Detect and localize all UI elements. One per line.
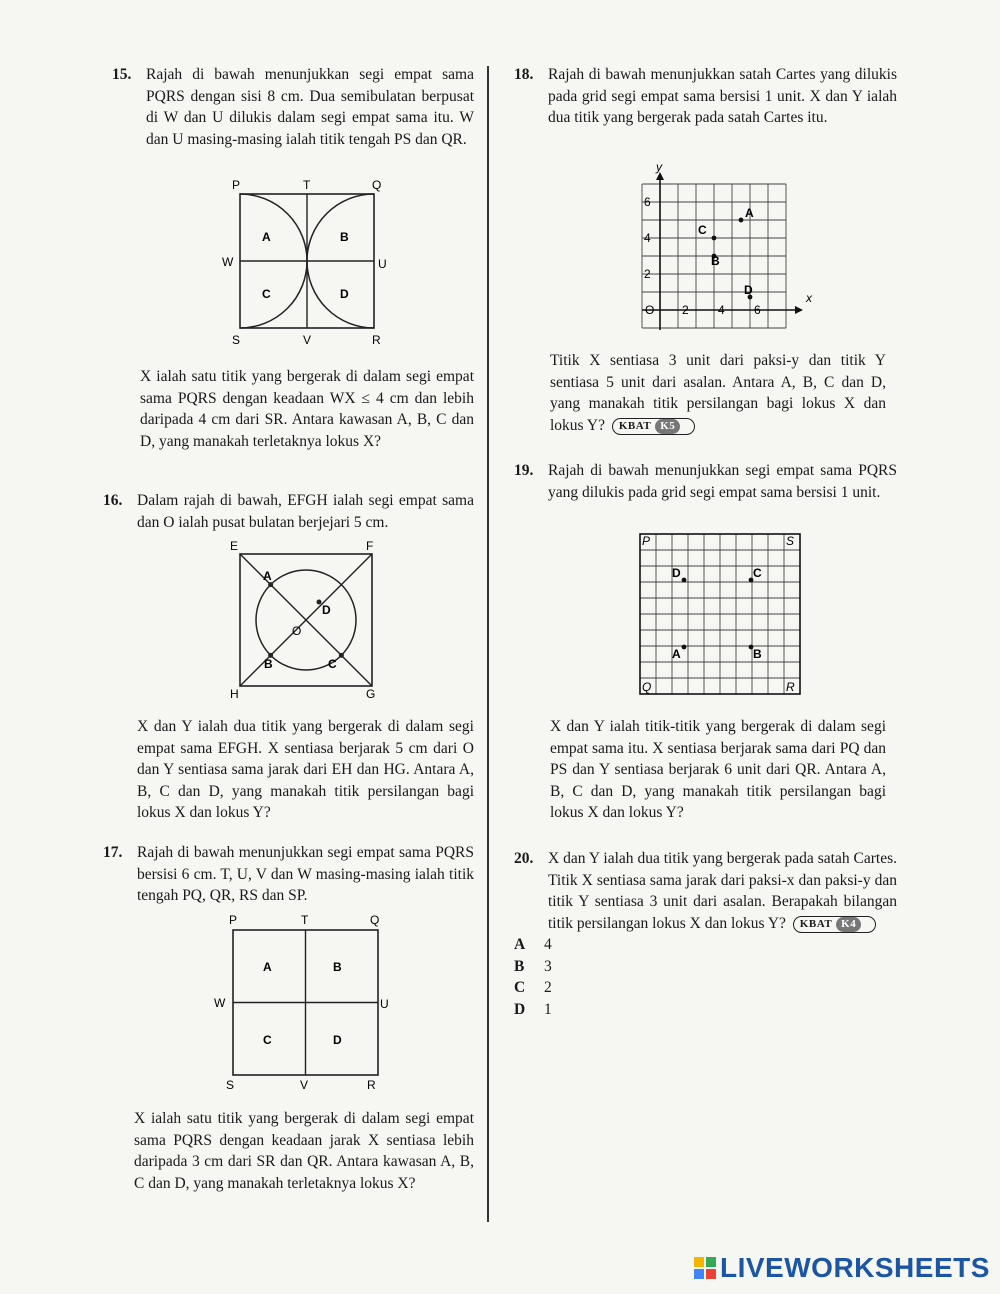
- question-text: Rajah di bawah menunjukkan segi empat sama PQRS yang dilukis pada grid segi empat sama bersisi 1 unit.: [548, 462, 897, 501]
- label-S: S: [226, 1078, 235, 1092]
- question-text: Rajah di bawah menunjukkan segi empat sama PQRS dengan sisi 8 cm. Dua semibulatan berpusat di W dan U dilukis dalam segi empat sama itu. W dan U masing-masing ialah titik tengah PS dan QR.: [146, 66, 474, 148]
- point-B: B: [264, 657, 273, 671]
- label-R: R: [367, 1078, 376, 1092]
- region-C: C: [263, 1033, 272, 1047]
- tick-y-6: 6: [644, 195, 651, 209]
- label-W: W: [222, 255, 234, 269]
- point-A: A: [745, 206, 754, 220]
- option-d[interactable]: D 1: [514, 1000, 552, 1018]
- question-15: [112, 64, 474, 150]
- question-16: [103, 490, 474, 533]
- q18-figure: [620, 160, 810, 340]
- point-C: C: [753, 566, 762, 580]
- answer-options: [514, 934, 897, 1020]
- option-c[interactable]: C 2: [514, 979, 552, 996]
- question-number: 17.: [103, 844, 123, 861]
- question-number: 15.: [112, 66, 132, 83]
- label-Q: Q: [370, 913, 380, 927]
- question-prompt: X dan Y ialah titik-titik yang bergerak di dalam segi empat sama itu. X sentiasa berjarak sama dari PQ dan PS dan Y sentiasa berjarak 6 unit dari QR. Antara A, B, C dan D, yang manakah titik persilangan bagi lokus X dan lokus Y?: [550, 718, 886, 821]
- tick-y-4: 4: [644, 231, 651, 245]
- question-number: 19.: [514, 462, 534, 479]
- q17-figure: [212, 908, 397, 1093]
- label-T: T: [301, 913, 309, 927]
- label-T: T: [303, 178, 311, 192]
- kbat-badge: KBAT K5: [612, 418, 695, 435]
- axis-label-x: x: [806, 291, 812, 305]
- region-D: D: [340, 287, 349, 301]
- label-V: V: [303, 333, 312, 347]
- label-U: U: [380, 997, 389, 1011]
- label-Q: Q: [642, 680, 652, 694]
- column-divider: [487, 66, 489, 1222]
- question-prompt: X ialah satu titik yang bergerak di dalam segi empat sama PQRS dengan keadaan jarak X sentiasa lebih daripada 3 cm dari SR dan QR. Antara kawasan A, B, C dan D, yang manakah terletaknya lokus X?: [134, 1110, 474, 1192]
- point-D: D: [672, 566, 681, 580]
- question-prompt: Titik X sentiasa 3 unit dari paksi-y dan titik Y sentiasa 5 unit dari asalan. Antara A, B, C dan D, yang manakah titik persilangan bagi lokus X dan lokus Y? KBAT K5: [550, 352, 886, 434]
- option-b[interactable]: B 3: [514, 957, 552, 975]
- question-number: 18.: [514, 66, 534, 83]
- logo-icon: [694, 1257, 716, 1279]
- question-17: [103, 842, 474, 907]
- label-P: P: [642, 534, 651, 548]
- question-19: [514, 460, 897, 503]
- label-U: U: [378, 257, 387, 271]
- region-D: D: [333, 1033, 342, 1047]
- question-16-prompt: [137, 716, 474, 824]
- liveworksheets-logo: LIVEWORKSHEETS: [694, 1252, 990, 1284]
- point-C: C: [328, 657, 337, 671]
- question-prompt: X dan Y ialah dua titik yang bergerak di dalam segi empat sama EFGH. X sentiasa berjarak 5 cm dari O dan Y sentiasa sama jarak dari EH dan HG. Antara A, B, C dan D, yang manakah titik persilangan bagi lokus X dan lokus Y?: [137, 718, 474, 821]
- tick-x-2: 2: [682, 303, 689, 317]
- axis-label-y: y: [656, 160, 662, 174]
- origin-label: O: [645, 303, 655, 317]
- region-C: C: [262, 287, 271, 301]
- q19-figure: [636, 530, 806, 700]
- tick-x-4: 4: [718, 303, 725, 317]
- label-R: R: [372, 333, 381, 347]
- label-R: R: [786, 680, 795, 694]
- label-W: W: [214, 996, 226, 1010]
- region-B: B: [340, 230, 349, 244]
- region-B: B: [333, 960, 342, 974]
- q16-figure: [226, 538, 386, 703]
- point-B: B: [711, 254, 720, 268]
- label-P: P: [229, 913, 238, 927]
- label-F: F: [366, 539, 374, 553]
- question-18: [514, 64, 897, 129]
- point-A: A: [672, 647, 681, 661]
- label-G: G: [366, 687, 376, 701]
- question-15-prompt: [140, 366, 474, 452]
- label-E: E: [230, 539, 239, 553]
- kbat-badge: KBAT K4: [793, 916, 876, 933]
- label-Q: Q: [372, 178, 382, 192]
- question-text: Rajah di bawah menunjukkan segi empat sama PQRS bersisi 6 cm. T, U, V dan W masing-masing ialah titik tengah PQ, QR, RS dan SP.: [137, 844, 474, 904]
- point-D: D: [744, 283, 753, 297]
- question-text: Rajah di bawah menunjukkan satah Cartes yang dilukis pada grid segi empat sama bersisi 1 unit. X dan Y ialah dua titik yang bergerak pada satah Cartes itu.: [548, 66, 897, 126]
- region-A: A: [262, 230, 271, 244]
- point-A: A: [263, 569, 272, 583]
- point-D: D: [322, 603, 331, 617]
- label-S: S: [786, 534, 795, 548]
- tick-x-6: 6: [754, 303, 761, 317]
- q15-figure: [220, 176, 400, 351]
- question-19-prompt: [550, 716, 886, 824]
- region-A: A: [263, 960, 272, 974]
- label-V: V: [300, 1078, 309, 1092]
- question-prompt: X ialah satu titik yang bergerak di dalam segi empat sama PQRS dengan keadaan WX ≤ 4 cm dan lebih daripada 4 cm dari SR. Antara kawasan A, B, C dan D, yang manakah terletaknya lokus X?: [140, 368, 474, 450]
- question-18-prompt: [550, 350, 886, 436]
- question-number: 16.: [103, 492, 123, 509]
- question-number: 20.: [514, 850, 534, 867]
- question-text: Dalam rajah di bawah, EFGH ialah segi empat sama dan O ialah pusat bulatan berjejari 5 cm.: [137, 492, 474, 531]
- question-text: X dan Y ialah dua titik yang bergerak pada satah Cartes. Titik X sentiasa sama jarak dari paksi-x dan paksi-y dan titik Y sentiasa 3 unit dari asalan. Berapakah bilangan titik persilangan lokus X dan lokus Y? KBAT K4: [548, 850, 897, 932]
- question-17-prompt: [134, 1108, 474, 1194]
- label-P: P: [232, 178, 241, 192]
- label-O: O: [292, 624, 302, 638]
- label-H: H: [230, 687, 239, 701]
- tick-y-2: 2: [644, 267, 651, 281]
- option-a[interactable]: A 4: [514, 936, 552, 953]
- point-C: C: [698, 223, 707, 237]
- point-B: B: [753, 647, 762, 661]
- label-S: S: [232, 333, 241, 347]
- question-20: [514, 848, 897, 1020]
